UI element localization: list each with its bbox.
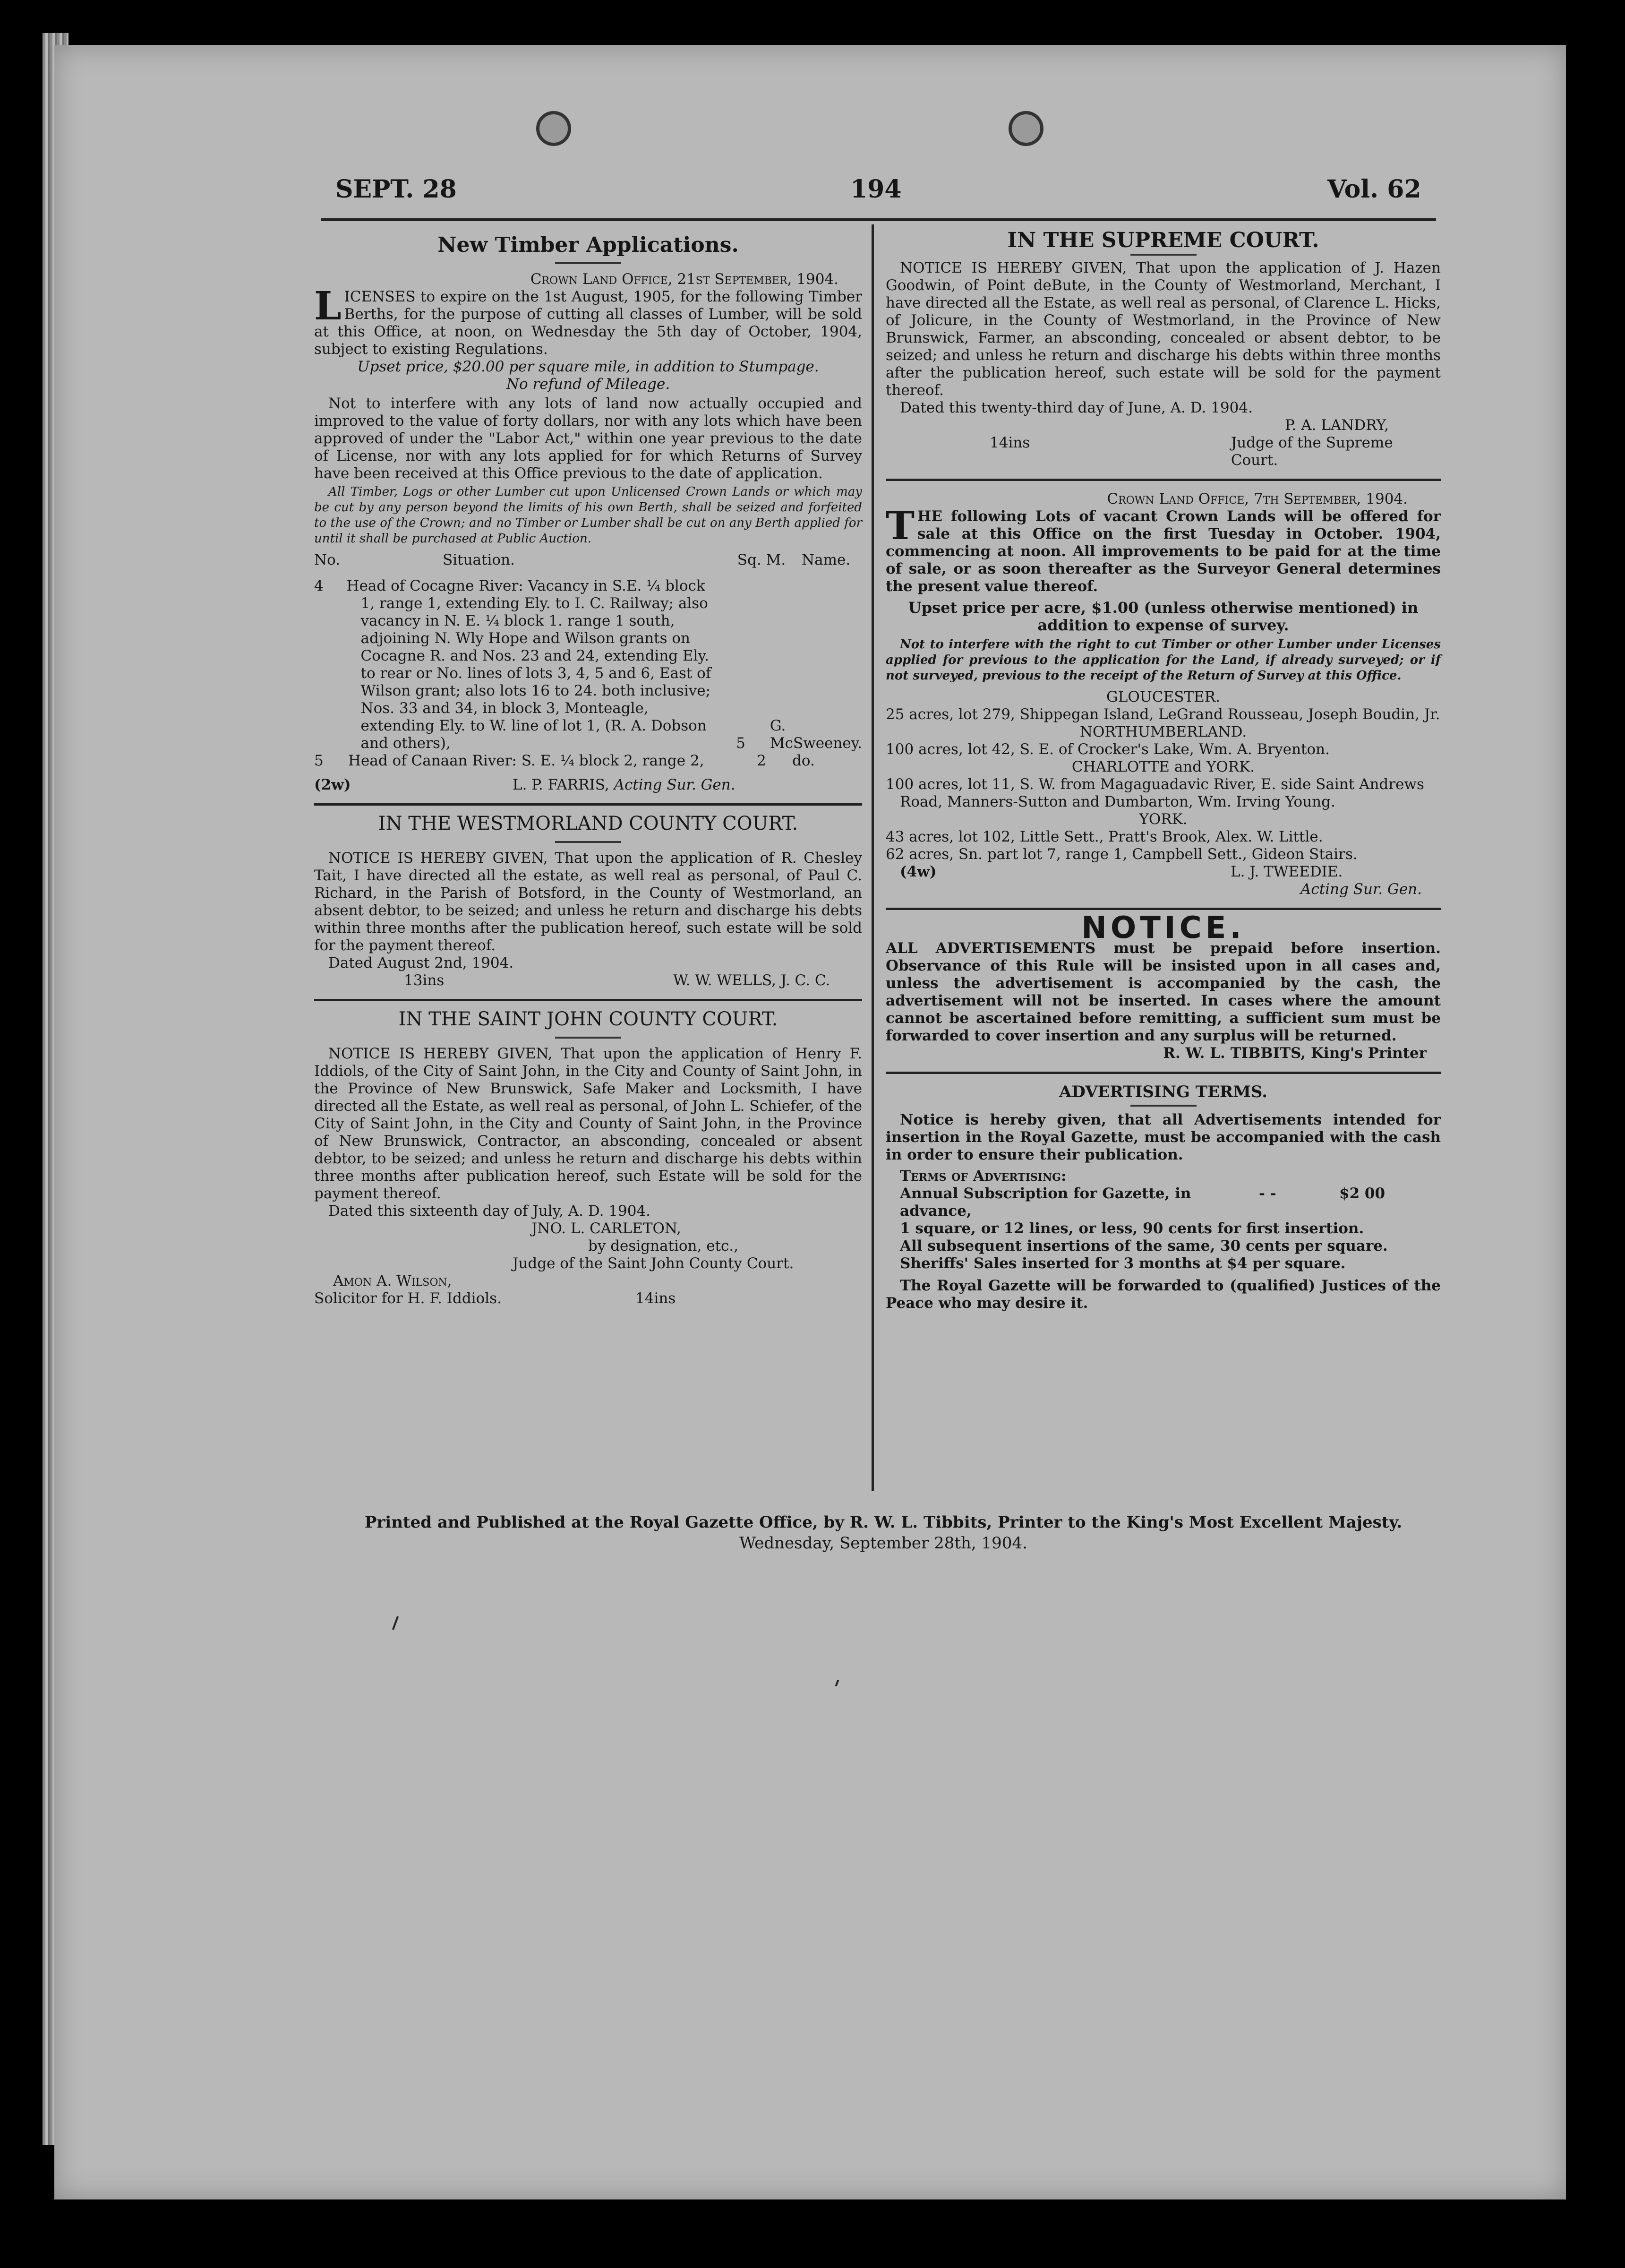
adv-terms-label: Terms of Advertising: bbox=[900, 1168, 1067, 1185]
header-rule bbox=[321, 218, 1436, 221]
timber-drop-cap: L bbox=[314, 284, 342, 329]
row-sqm: 2 bbox=[757, 752, 766, 769]
westmorland-signer: W. W. WELLS, J. C. C. bbox=[673, 972, 830, 989]
crown-dateline: Crown Land Office, 7th September, 1904. bbox=[1107, 490, 1408, 507]
timber-no-refund: No refund of Mileage. bbox=[506, 376, 670, 393]
short-rule bbox=[555, 262, 621, 264]
notice-title: NOTICE. bbox=[1081, 911, 1245, 945]
saintjohn-title: IN THE SAINT JOHN COUNTY COURT. bbox=[398, 1008, 778, 1030]
short-rule bbox=[555, 1037, 621, 1039]
row-name: do. bbox=[792, 752, 815, 769]
saintjohn-judge: Judge of the Saint John County Court. bbox=[513, 1255, 794, 1272]
timber-upset-price: Upset price, $20.00 per square mile, in addition to Stumpage. bbox=[357, 358, 819, 375]
saintjohn-solicitor: Amon A. Wilson, bbox=[333, 1272, 452, 1289]
col-situation: Situation. bbox=[443, 551, 515, 568]
crown-ins: (4w) bbox=[900, 863, 937, 880]
row-name: G. McSweeney. bbox=[770, 717, 863, 752]
supreme-dated: Dated this twenty-third day of June, A. D. 1904. bbox=[900, 399, 1253, 416]
county-heading: YORK. bbox=[1139, 811, 1188, 828]
row-no: 4 bbox=[314, 577, 324, 594]
crown-signature bbox=[886, 863, 1441, 881]
saintjohn-ins: 14ins bbox=[635, 1290, 676, 1307]
adv-annual: Annual Subscription for Gazette, in advance, bbox=[900, 1185, 1191, 1220]
row-situation: Head of Canaan River: S. E. ¼ block 2, range 2, bbox=[348, 752, 704, 769]
county-heading: CHARLOTTE and YORK. bbox=[1071, 758, 1255, 775]
section-rule bbox=[314, 999, 862, 1001]
section-rule bbox=[886, 479, 1441, 481]
col-no: No. bbox=[314, 551, 341, 568]
supreme-signature bbox=[886, 434, 1441, 469]
crown-lot: 100 acres, lot 11, S. W. from Magaguadavic River, E. side Saint Andrews Road, Manners-Sutton and Dumbarton, Wm. Irving Young. bbox=[886, 776, 1424, 810]
adv-closing: The Royal Gazette will be forwarded to (qualified) Justices of the Peace who may desire it. bbox=[886, 1277, 1441, 1312]
adv-annual-row bbox=[886, 1185, 1441, 1220]
header-volume: Vol. 62 bbox=[1327, 175, 1421, 204]
section-rule bbox=[886, 1072, 1441, 1074]
footer-imprint: Printed and Published at the Royal Gazette Office, by R. W. L. Tibbits, Printer to the King's Most Excellent Majesty. bbox=[364, 1513, 1403, 1532]
table-row bbox=[314, 752, 862, 770]
col-name: Name. bbox=[802, 551, 851, 568]
adv-annual-dash: - - bbox=[1259, 1185, 1276, 1202]
timber-intro: ICENSES to expire on the 1st August, 1905, for the following Timber Berths, for the purpose of cutting all classes of Lumber, will be sold at this Office, at noon, on Wednesday the 5th day of October, 1904, subject to existing Regulations. bbox=[314, 288, 862, 358]
adv-line3: Sheriffs' Sales inserted for 3 months at $4 per square. bbox=[900, 1255, 1346, 1272]
crown-intro: HE following Lots of vacant Crown Lands will be offered for sale at this Office on the first Tuesday in October. 1904, commencing at noon. All improvements to be paid for at the time of sale, or as soon thereafter as the Surveyor General determines the present value thereof. bbox=[886, 508, 1441, 595]
crown-lot: 25 acres, lot 279, Shippegan Island, LeGrand Rousseau, Joseph Boudin, Jr. bbox=[886, 706, 1440, 723]
notice-body: ALL ADVERTISEMENTS must be prepaid before insertion. Observance of this Rule will be insisted upon in all cases and, unless the advertisement is accompanied by the cash, the advertisement will not be inserted. In cases where the amount cannot be ascertained before remitting, a sufficient sum must be forwarded to cover insertion and any surplus will be returned. bbox=[886, 940, 1441, 1044]
row-no: 5 bbox=[314, 752, 324, 769]
timber-table-header bbox=[314, 551, 862, 569]
row-sqm: 5 bbox=[736, 735, 745, 752]
column-divider bbox=[872, 224, 874, 1491]
short-rule bbox=[1130, 254, 1197, 256]
westmorland-title: IN THE WESTMORLAND COUNTY COURT. bbox=[378, 813, 798, 834]
crown-lot: 43 acres, lot 102, Little Sett., Pratt's Brook, Alex. W. Little. bbox=[886, 828, 1323, 845]
saintjohn-by: by designation, etc., bbox=[588, 1237, 739, 1254]
adv-line1: 1 square, or 12 lines, or less, 90 cents for first insertion. bbox=[900, 1220, 1364, 1237]
supreme-judge: Judge of the Supreme Court. bbox=[1231, 434, 1393, 469]
short-rule bbox=[1130, 1105, 1197, 1107]
short-rule bbox=[555, 841, 621, 843]
punch-hole-left bbox=[536, 111, 571, 146]
supreme-body: NOTICE IS HEREBY GIVEN, That upon the application of J. Hazen Goodwin, of Point deBute, in the County of Westmorland, Merchant, I have directed all the Estate, as well real as personal, of Clarence L. Hicks, of Jolicure, in the County of Westmorland, in the Province of New Brunswick, Farmer, an absconding, concealed or absent debtor, to be seized; and unless he return and discharge his debts within three months after the publication hereof, such estate will be sold for the payment thereof. bbox=[886, 259, 1441, 399]
timber-signer-title: Acting Sur. Gen. bbox=[614, 776, 736, 793]
county-heading: NORTHUMBERLAND. bbox=[1079, 723, 1247, 740]
adv-line2: All subsequent insertions of the same, 30 cents per square. bbox=[900, 1237, 1388, 1254]
left-column bbox=[314, 233, 863, 1307]
timber-signature bbox=[314, 776, 862, 794]
adv-annual-price: $2 00 bbox=[1339, 1185, 1386, 1202]
supreme-title: IN THE SUPREME COURT. bbox=[1007, 228, 1319, 252]
timber-signer: L. P. FARRIS, bbox=[513, 776, 609, 793]
col-sqm: Sq. M. bbox=[737, 551, 786, 568]
crown-upset-price: Upset price per acre, $1.00 (unless otherwise mentioned) in addition to expense of survey. bbox=[908, 599, 1419, 634]
header-page-number: 194 bbox=[850, 175, 902, 204]
crown-signer-title: Acting Sur. Gen. bbox=[1300, 881, 1422, 898]
crown-lot: 62 acres, Sn. part lot 7, range 1, Campbell Sett., Gideon Stairs. bbox=[886, 846, 1358, 863]
county-heading: GLOUCESTER. bbox=[1106, 688, 1220, 705]
header-date: SEPT. 28 bbox=[335, 175, 457, 204]
timber-dateline: Crown Land Office, 21st September, 1904. bbox=[530, 271, 838, 288]
supreme-ins: 14ins bbox=[990, 434, 1030, 451]
punch-hole-right bbox=[1009, 111, 1043, 146]
crown-drop-cap: T bbox=[886, 503, 915, 549]
crown-signer: L. J. TWEEDIE. bbox=[1231, 863, 1343, 880]
notice-signer: R. W. L. TIBBITS, King's Printer bbox=[1163, 1045, 1427, 1062]
westmorland-signature bbox=[314, 972, 862, 989]
timber-ins: (2w) bbox=[314, 776, 351, 793]
footer-date: Wednesday, September 28th, 1904. bbox=[739, 1534, 1027, 1553]
westmorland-dated: Dated August 2nd, 1904. bbox=[328, 954, 514, 971]
supreme-signer: P. A. LANDRY, bbox=[1284, 417, 1389, 434]
timber-warning: All Timber, Logs or other Lumber cut upon Unlicensed Crown Lands or which may be cut by any person beyond the limits of his own Berth, shall be seized and forfeited to the use of the Crown; and no Timber or Lumber shall be cut on any Berth applied for until it shall be purchased at Public Auction. bbox=[314, 485, 862, 546]
timber-title: New Timber Applications. bbox=[437, 233, 739, 257]
saintjohn-solicitor-row bbox=[314, 1290, 862, 1307]
crown-lot: 100 acres, lot 42, S. E. of Crocker's Lake, Wm. A. Bryenton. bbox=[886, 741, 1330, 758]
right-column bbox=[886, 228, 1441, 1312]
row-situation: Head of Cocagne River: Vacancy in S.E. ¼ block 1, range 1, extending Ely. to I. C. Railway; also vacancy in N. E. ¼ block 1. range 1 south, adjoining N. Wly Hope and Wilson grants on Cocagne R. and Nos. 23 and 24, extending Ely. to rear or No. lines of lots 3, 4, 5 and 6, East of Wilson grant; also lots 16 to 24. both inclusive; Nos. 33 and 34, in block 3, Monteagle, extending Ely. to W. line of lot 1, (R. A. Dobson and others), bbox=[346, 577, 711, 752]
adv-title: ADVERTISING TERMS. bbox=[1059, 1082, 1268, 1101]
saintjohn-dated: Dated this sixteenth day of July, A. D. 1904. bbox=[328, 1203, 651, 1220]
crown-warning: Not to interfere with the right to cut Timber or other Lumber under Licenses applied for previous to the application for the Land, if already surveyed; or if not surveyed, previous to the receipt of the Return of Survey at this Office. bbox=[886, 637, 1441, 683]
saintjohn-signer: JNO. L. CARLETON, bbox=[531, 1220, 681, 1237]
table-row bbox=[314, 577, 862, 752]
westmorland-ins: 13ins bbox=[404, 972, 445, 989]
section-rule bbox=[886, 908, 1441, 910]
saintjohn-solicitor-for: Solicitor for H. F. Iddiols. bbox=[314, 1290, 502, 1307]
saintjohn-body: NOTICE IS HEREBY GIVEN, That upon the application of Henry F. Iddiols, of the City of Saint John, in the City and County of Saint John, in the Province of New Brunswick, Safe Maker and Locksmith, I have directed all the Estate, as well real as personal, of John L. Schiefer, of the City of Saint John, in the City and County of Saint John, in the Province of New Brunswick, Contractor, an absconding, concealed or absent debtor, to be seized; and unless he return and discharge his debts within three months after publication hereof, such Estate will be sold for the payment thereof. bbox=[314, 1045, 862, 1202]
footer bbox=[331, 1512, 1436, 1554]
section-rule bbox=[314, 803, 862, 806]
westmorland-body: NOTICE IS HEREBY GIVEN, That upon the application of R. Chesley Tait, I have directed all the estate, as well real as personal, of Paul C. Richard, in the Parish of Botsford, in the County of Westmorland, an absent debtor, to be seized; and unless he return and discharge his debts within three months after the publication hereof, such estate will be sold for the payment thereof. bbox=[314, 850, 862, 954]
adv-body: Notice is hereby given, that all Advertisements intended for insertion in the Royal Gazette, must be accompanied with the cash in order to ensure their publication. bbox=[886, 1111, 1441, 1163]
timber-paragraph: Not to interfere with any lots of land now actually occupied and improved to the value of forty dollars, nor with any lots which have been approved of under the "Labor Act," within one year previous to the date of License, nor with any lots applied for for which Returns of Survey have been received at this Office previous to the date of application. bbox=[314, 395, 862, 482]
